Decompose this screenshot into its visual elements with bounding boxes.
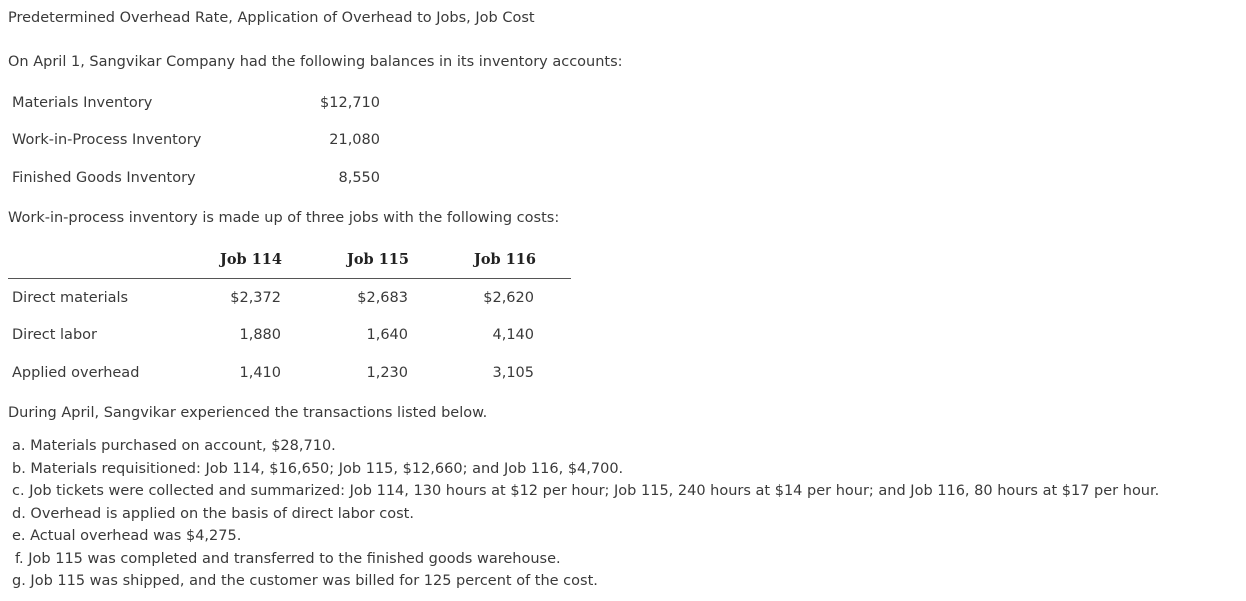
list-item: e. Actual overhead was $4,275. — [12, 528, 242, 544]
intro-text: On April 1, Sangvikar Company had the following balances in its inventory accounts: — [8, 54, 623, 70]
list-item: b. Materials requisitioned: Job 114, $16,650; Job 115, $12,660; and Job 116, $4,700. — [12, 461, 624, 477]
header-divider — [8, 278, 571, 279]
column-header: Job 116 — [474, 251, 536, 268]
transactions-intro-text: During April, Sangvikar experienced the transactions listed below. — [8, 405, 488, 421]
list-item: d. Overhead is applied on the basis of direct labor cost. — [12, 506, 414, 522]
table-cell: 1,230 — [366, 365, 408, 381]
inventory-label: Finished Goods Inventory — [12, 170, 196, 186]
inventory-label: Materials Inventory — [12, 95, 153, 111]
inventory-label: Work-in-Process Inventory — [12, 132, 202, 148]
inventory-value: 21,080 — [329, 132, 380, 148]
table-cell: $2,683 — [357, 290, 408, 306]
row-label: Applied overhead — [12, 365, 140, 381]
table-cell: $2,620 — [483, 290, 534, 306]
list-item: g. Job 115 was shipped, and the customer was billed for 125 percent of the cost. — [12, 573, 598, 589]
table-cell: 3,105 — [492, 365, 534, 381]
list-item: c. Job tickets were collected and summarized: Job 114, 130 hours at $12 per hour; Job 115, 240 hours at $14 per hour; and Job 116, 80 hours at $17 per hour. — [12, 483, 1160, 499]
row-label: Direct labor — [12, 327, 97, 343]
list-item: a. Materials purchased on account, $28,710. — [12, 438, 336, 454]
table-cell: 1,880 — [239, 327, 281, 343]
column-header: Job 114 — [220, 251, 282, 268]
row-label: Direct materials — [12, 290, 129, 306]
table-cell: 4,140 — [492, 327, 534, 343]
page-title: Predetermined Overhead Rate, Application of Overhead to Jobs, Job Cost — [8, 10, 535, 26]
inventory-value: 8,550 — [338, 170, 380, 186]
table-cell: $2,372 — [230, 290, 281, 306]
table-cell: 1,640 — [366, 327, 408, 343]
column-header: Job 115 — [347, 251, 409, 268]
inventory-value: $12,710 — [320, 95, 380, 111]
wip-intro-text: Work-in-process inventory is made up of three jobs with the following costs: — [8, 210, 560, 226]
table-cell: 1,410 — [239, 365, 281, 381]
list-item: f. Job 115 was completed and transferred to the finished goods warehouse. — [15, 551, 561, 567]
